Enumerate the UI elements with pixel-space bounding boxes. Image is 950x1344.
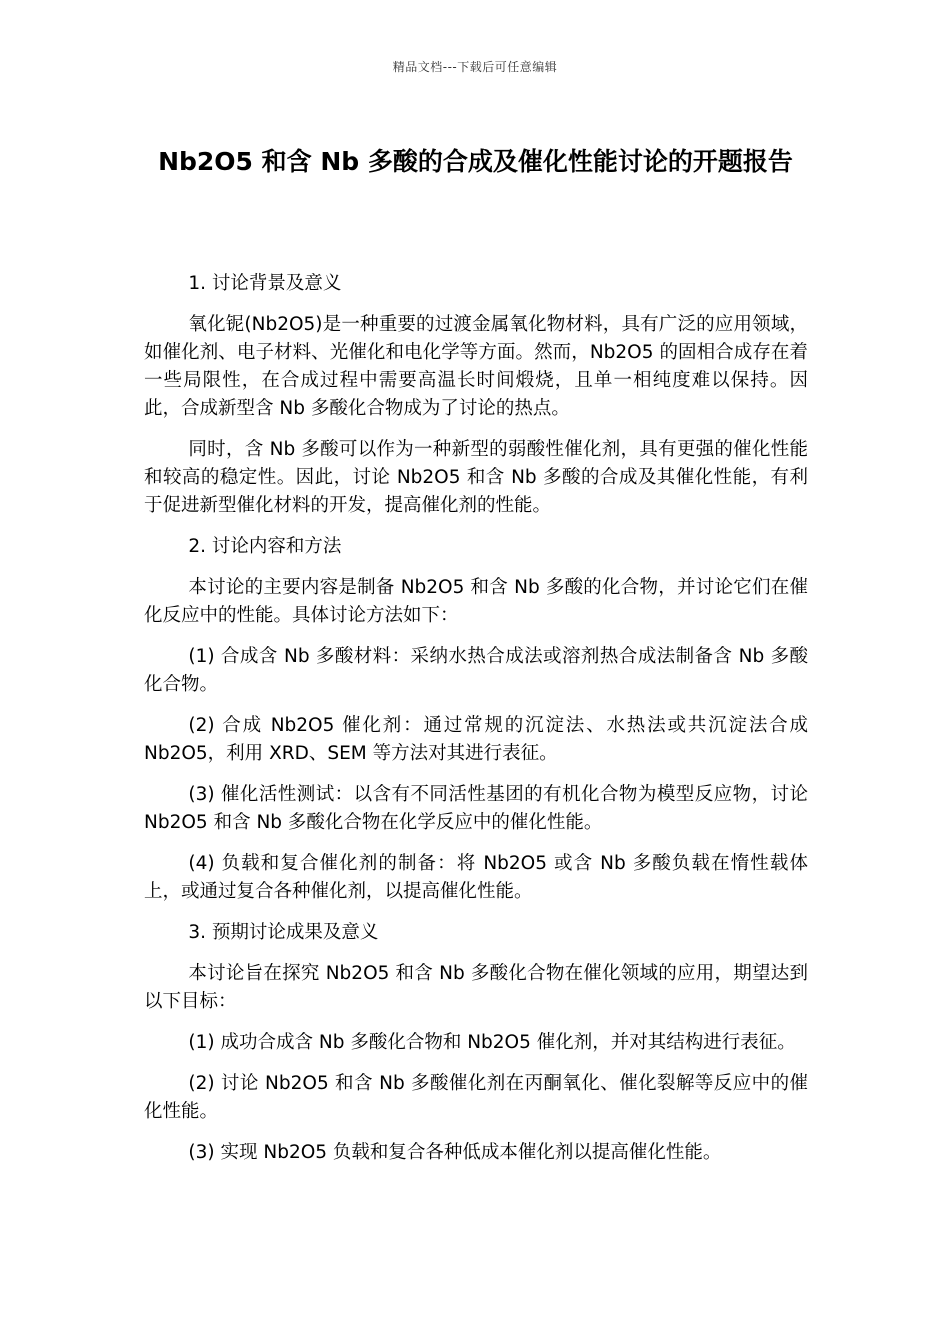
body-paragraph: 本讨论旨在探究 Nb2O5 和含 Nb 多酸化合物在催化领域的应用，期望达到以下目标： [144, 963, 808, 1012]
body-paragraph: 氧化铌(Nb2O5)是一种重要的过渡金属氧化物材料，具有广泛的应用领域，如催化剂、电子材料、光催化和电化学等方面。然而，Nb2O5 的固相合成存在着一些局限性，在合成过程中需要高温长时间煅烧，且单一相纯度难以保持。因此，合成新型含 Nb 多酸化合物成为了讨论的热点。 [144, 314, 808, 419]
list-item: (1) 合成含 Nb 多酸材料：采纳水热合成法或溶剂热合成法制备含 Nb 多酸化合物。 [144, 646, 808, 695]
list-item: (3) 催化活性测试：以含有不同活性基团的有机化合物为模型反应物，讨论 Nb2O5 和含 Nb 多酸化合物在化学反应中的催化性能。 [144, 784, 808, 833]
list-item: (3) 实现 Nb2O5 负载和复合各种低成本催化剂以提高催化性能。 [188, 1142, 722, 1163]
list-item: (2) 讨论 Nb2O5 和含 Nb 多酸催化剂在丙酮氧化、催化裂解等反应中的催化性能。 [144, 1073, 808, 1122]
page-header: 精品文档---下载后可任意编辑 [392, 60, 558, 74]
list-item: (4) 负载和复合催化剂的制备：将 Nb2O5 或含 Nb 多酸负载在惰性载体上，或通过复合各种催化剂，以提高催化性能。 [144, 853, 808, 902]
section-heading-background: 1. 讨论背景及意义 [188, 273, 342, 294]
list-item: (1) 成功合成含 Nb 多酸化合物和 Nb2O5 催化剂，并对其结构进行表征。 [188, 1032, 796, 1053]
document-title: Nb2O5 和含 Nb 多酸的合成及催化性能讨论的开题报告 [158, 147, 793, 176]
list-item: (2) 合成 Nb2O5 催化剂：通过常规的沉淀法、水热法或共沉淀法合成 Nb2O5，利用 XRD、SEM 等方法对其进行表征。 [144, 715, 808, 764]
document-body [144, 270, 808, 1180]
section-heading-methods: 2. 讨论内容和方法 [188, 536, 342, 557]
body-paragraph: 同时，含 Nb 多酸可以作为一种新型的弱酸性催化剂，具有更强的催化性能和较高的稳定性。因此，讨论 Nb2O5 和含 Nb 多酸的合成及其催化性能，有利于促进新型催化材料的开发，提高催化剂的性能。 [144, 439, 808, 516]
body-paragraph: 本讨论的主要内容是制备 Nb2O5 和含 Nb 多酸的化合物，并讨论它们在催化反应中的性能。具体讨论方法如下： [144, 577, 808, 626]
section-heading-outcomes: 3. 预期讨论成果及意义 [188, 922, 379, 943]
